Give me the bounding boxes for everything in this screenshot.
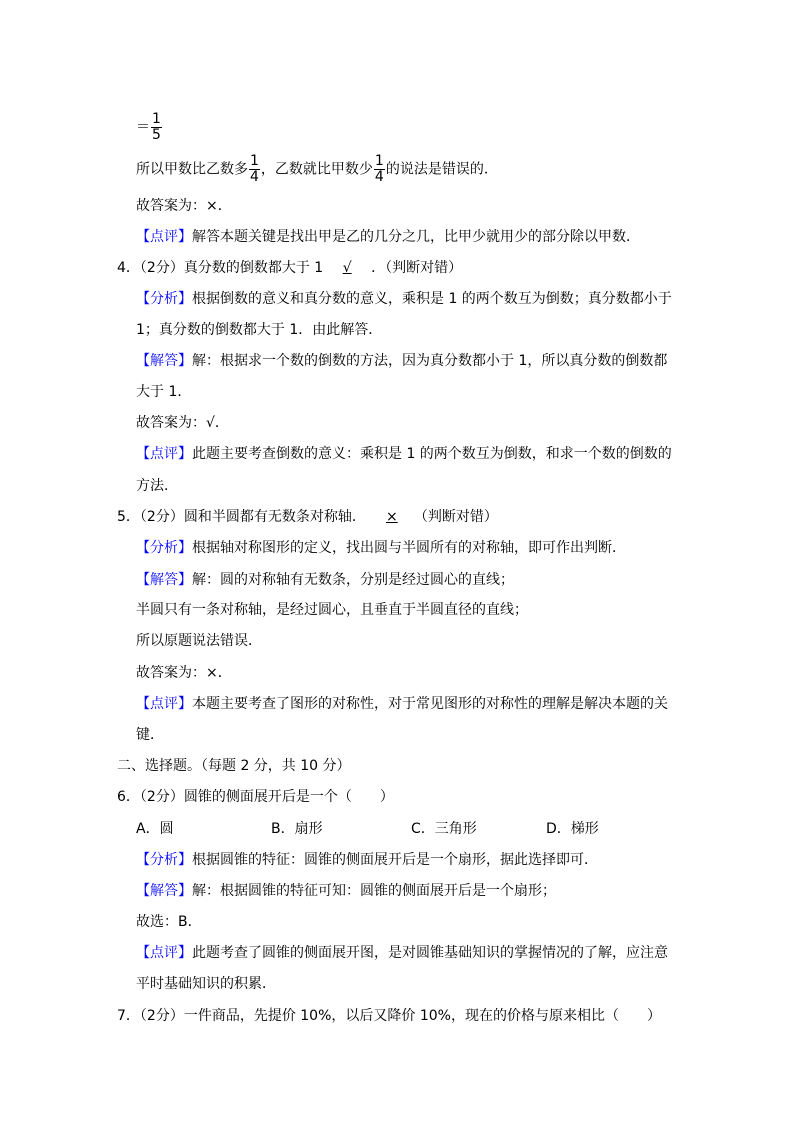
answer-blank: √ bbox=[342, 260, 352, 276]
text: 的说法是错误的． bbox=[385, 161, 498, 178]
text: 所以甲数比乙数多 bbox=[136, 161, 248, 178]
analysis-line bbox=[136, 289, 672, 309]
option-b: B．扇形 bbox=[271, 821, 323, 837]
text: 解：根据求一个数的倒数的方法，因为真分数都小于 1，所以真分数的倒数都 bbox=[192, 353, 668, 369]
answer-line: 故答案为：×． bbox=[136, 665, 232, 681]
comment-line bbox=[136, 943, 668, 963]
solution-line bbox=[136, 570, 514, 590]
text: 此题考查了圆锥的侧面展开图，是对圆锥基础知识的掌握情况的了解，应注意 bbox=[192, 945, 668, 961]
text: ．（判断对错） bbox=[371, 260, 463, 276]
option-a: A．圆 bbox=[136, 821, 174, 837]
numerator: 1 bbox=[374, 153, 384, 169]
question-4 bbox=[117, 258, 462, 278]
fraction bbox=[249, 154, 260, 185]
answer-line: 故答案为：√． bbox=[136, 415, 229, 431]
analysis-line bbox=[136, 538, 626, 558]
comment-line: 方法． bbox=[136, 478, 178, 494]
text: 根据轴对称图形的定义，找出圆与半圆所有的对称轴，即可作出判断． bbox=[192, 540, 626, 556]
solution-line: 半圆只有一条对称轴，是经过圆心，且垂直于半圆直径的直线； bbox=[136, 602, 528, 618]
question-6: 6．（2分）圆锥的侧面展开后是一个（ ） bbox=[117, 789, 394, 805]
text: 根据圆锥的特征：圆锥的侧面展开后是一个扇形，据此选择即可． bbox=[192, 852, 598, 868]
comment-line bbox=[136, 444, 672, 464]
text: 此题主要考查倒数的意义：乘积是 1 的两个数互为倒数，和求一个数的倒数的 bbox=[192, 446, 672, 462]
comment-tag: 【点评】 bbox=[136, 945, 192, 961]
denominator: 4 bbox=[374, 169, 384, 185]
comment-tag: 【点评】 bbox=[136, 696, 192, 712]
solution-tag: 【解答】 bbox=[136, 883, 192, 899]
solution-line bbox=[136, 351, 667, 371]
solution-line: 所以原题说法错误． bbox=[136, 633, 262, 649]
analysis-tag: 【分析】 bbox=[136, 540, 192, 556]
fraction bbox=[151, 112, 162, 143]
text: 解：根据圆锥的特征可知：圆锥的侧面展开后是一个扇形； bbox=[192, 883, 556, 899]
numerator: 1 bbox=[152, 111, 161, 127]
solution-line bbox=[136, 881, 556, 901]
answer-blank: × bbox=[385, 509, 398, 525]
question-text: 4．（2分）真分数的倒数都大于 1 bbox=[117, 260, 324, 276]
text: 根据倒数的意义和真分数的意义，乘积是 1 的两个数互为倒数；真分数都小于 bbox=[192, 291, 672, 307]
text: （判断对错） bbox=[413, 509, 498, 525]
comment-tag: 【点评】 bbox=[136, 446, 192, 462]
option-c: C．三角形 bbox=[411, 821, 477, 837]
denominator: 5 bbox=[152, 127, 161, 143]
options-row bbox=[0, 819, 794, 839]
comment-line bbox=[136, 227, 640, 247]
section-heading: 二、选择题。（每题 2 分，共 10 分） bbox=[117, 758, 351, 774]
equals: ＝ bbox=[136, 119, 150, 136]
analysis-line bbox=[136, 850, 598, 870]
question-5 bbox=[117, 507, 498, 527]
text: 本题主要考查了图形的对称性，对于常见图形的对称性的理解是解决本题的关 bbox=[192, 696, 668, 712]
text: 解：圆的对称轴有无数条，分别是经过圆心的直线； bbox=[192, 572, 514, 588]
analysis-line: 1；真分数的倒数都大于 1．由此解答． bbox=[136, 322, 383, 338]
comment-line bbox=[136, 694, 668, 714]
answer-line: 故答案为：×． bbox=[136, 198, 232, 214]
numerator: 1 bbox=[250, 153, 259, 169]
analysis-tag: 【分析】 bbox=[136, 852, 192, 868]
text: ，乙数就比甲数少 bbox=[260, 161, 373, 178]
answer-line: 故选：B． bbox=[136, 914, 202, 930]
comment-line: 键． bbox=[136, 727, 164, 743]
equation-line bbox=[136, 112, 163, 143]
solution-line: 大于 1． bbox=[136, 384, 192, 400]
conclusion-line bbox=[136, 154, 498, 185]
question-7: 7．（2分）一件商品，先提价 10%，以后又降价 10%，现在的价格与原来相比（ ） bbox=[117, 1008, 661, 1024]
denominator: 4 bbox=[250, 169, 259, 185]
question-text: 5．（2分）圆和半圆都有无数条对称轴． bbox=[117, 509, 366, 525]
comment-tag: 【点评】 bbox=[136, 229, 192, 245]
analysis-tag: 【分析】 bbox=[136, 291, 192, 307]
solution-tag: 【解答】 bbox=[136, 572, 192, 588]
solution-tag: 【解答】 bbox=[136, 353, 192, 369]
option-d: D．梯形 bbox=[546, 821, 599, 837]
comment-line: 平时基础知识的积累． bbox=[136, 976, 276, 992]
text: 解答本题关键是找出甲是乙的几分之几，比甲少就用少的部分除以甲数． bbox=[192, 229, 640, 245]
fraction bbox=[374, 154, 385, 185]
